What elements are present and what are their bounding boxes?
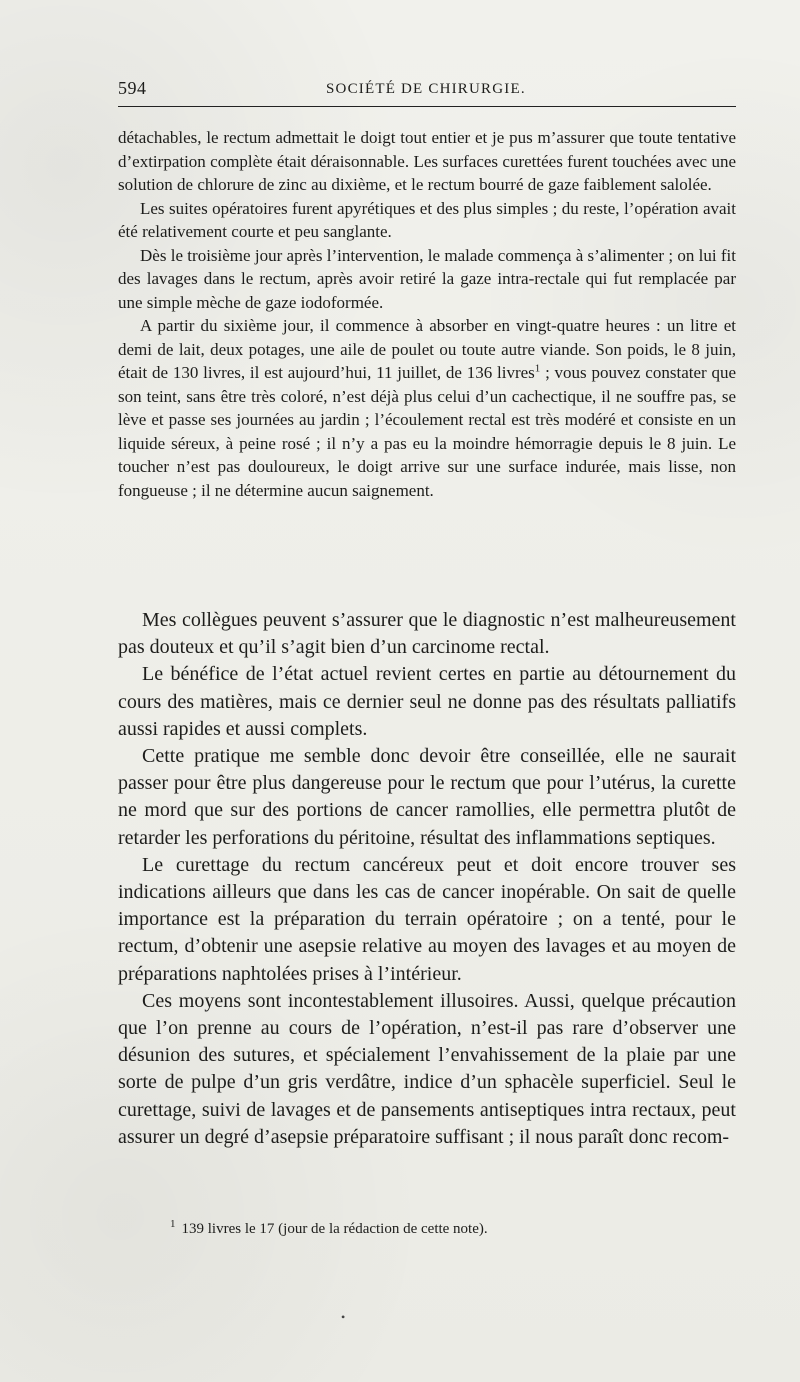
case-paragraph-continuation: détachables, le rectum admettait le doigt tout entier et je pus m’assurer que toute tentative d’extirpation complète était déraisonnable. Les surfaces curettées furent touchées avec une solution de chlorure de zinc au dixième, et le rectum bourré de gaze faiblement salolée. [118,128,736,194]
page-header [118,76,736,102]
header-rule [118,106,736,107]
case-paragraph-progress [118,314,736,502]
discussion-paragraph-practice: Cette pratique me semble donc devoir être conseillée, elle ne saurait passer pour être plus dangereuse pour le rectum que pour l’utérus, la curette ne mord que sur des portions de cancer ramollies, elle permettra plutôt de retarder les perforations du péritoine, résultat des inflammations septiques. [118,745,736,849]
page-number: 594 [118,78,147,98]
discussion-paragraph-asepsis: Ces moyens sont incontestablement illusoires. Aussi, quelque précaution que l’on prenne au cours de l’opération, n’est-il pas rare d’observer une désunion des sutures, et spécialement l’envahissement de la plaie par une sorte de pulpe d’un gris verdâtre, indice d’un sphacèle superficiel. Seul le curettage, suivi de lavages et de pansements antiseptiques intra rectaux, peut assurer un degré d’asepsie préparatoire suffisant ; il nous paraît donc recom- [118,989,736,1148]
case-paragraph-feeding: Dès le troisième jour après l’intervention, le malade commença à s’alimenter ; on lui fit des lavages dans le rectum, après avoir retiré la gaze intra-rectale qui fut remplacée par une simple mèche de gaze iodoformée. [118,245,736,312]
case-report-section [118,126,736,502]
progress-text-after-note: ; vous pouvez constater que son teint, sans être très coloré, n’est déjà plus celui d’un cachectique, il ne souffre pas, se lève et passe ses journées au jardin ; l’écoulement rectal est très modéré et consiste en un liquide séreux, à peine rosé ; il n’y a pas eu la moindre hémorragie depuis le 8 juin. Le toucher n’est pas douloureux, le doigt arrive sur une surface indurée, mais lisse, non fongueuse ; il ne détermine aucun saignement. [118,363,736,500]
running-title: SOCIÉTÉ DE CHIRURGIE. [326,81,526,97]
discussion-paragraph-indications: Le curettage du rectum cancéreux peut et doit encore trouver ses indications ailleurs que dans les cas de cancer inopérable. On sait de quelle importance est la préparation du terrain opératoire ; on a tenté, pour le rectum, d’obtenir une asepsie relative au moyen des lavages et au moyen de préparations naphtolées prises à l’intérieur. [118,853,736,985]
footnote-text: 139 livres le 17 (jour de la rédaction de cette note). [181,1221,488,1237]
progress-text-before-note: A partir du sixième jour, il commence à absorber en vingt-quatre heures : un litre et demi de lait, deux potages, une aile de poulet ou toute autre viande. Son poids, le 8 juin, était de 130 livres, il est aujourd’hui, 11 juillet, de 136 livres [118,316,736,382]
case-paragraph-postoperative: Les suites opératoires furent apyrétiques et des plus simples ; du reste, l’opération avait été relativement courte et peu sanglante. [118,198,736,241]
footnote-reference: 1 [534,362,541,375]
footnote: 1 139 livres le 17 (jour de la rédaction de cette note). [170,1218,488,1237]
page-mark: • [341,1310,346,1324]
discussion-paragraph-benefit: Le bénéfice de l’état actuel revient certes en partie au détournement du cours des matières, mais ce dernier seul ne donne pas des résultats palliatifs aussi rapides et aussi complets. [118,663,736,740]
discussion-paragraph-diagnosis: Mes collègues peuvent s’assurer que le diagnostic n’est malheureusement pas douteux et qu’il s’agit bien d’un carcinome rectal. [118,609,736,659]
discussion-section [118,607,736,1151]
